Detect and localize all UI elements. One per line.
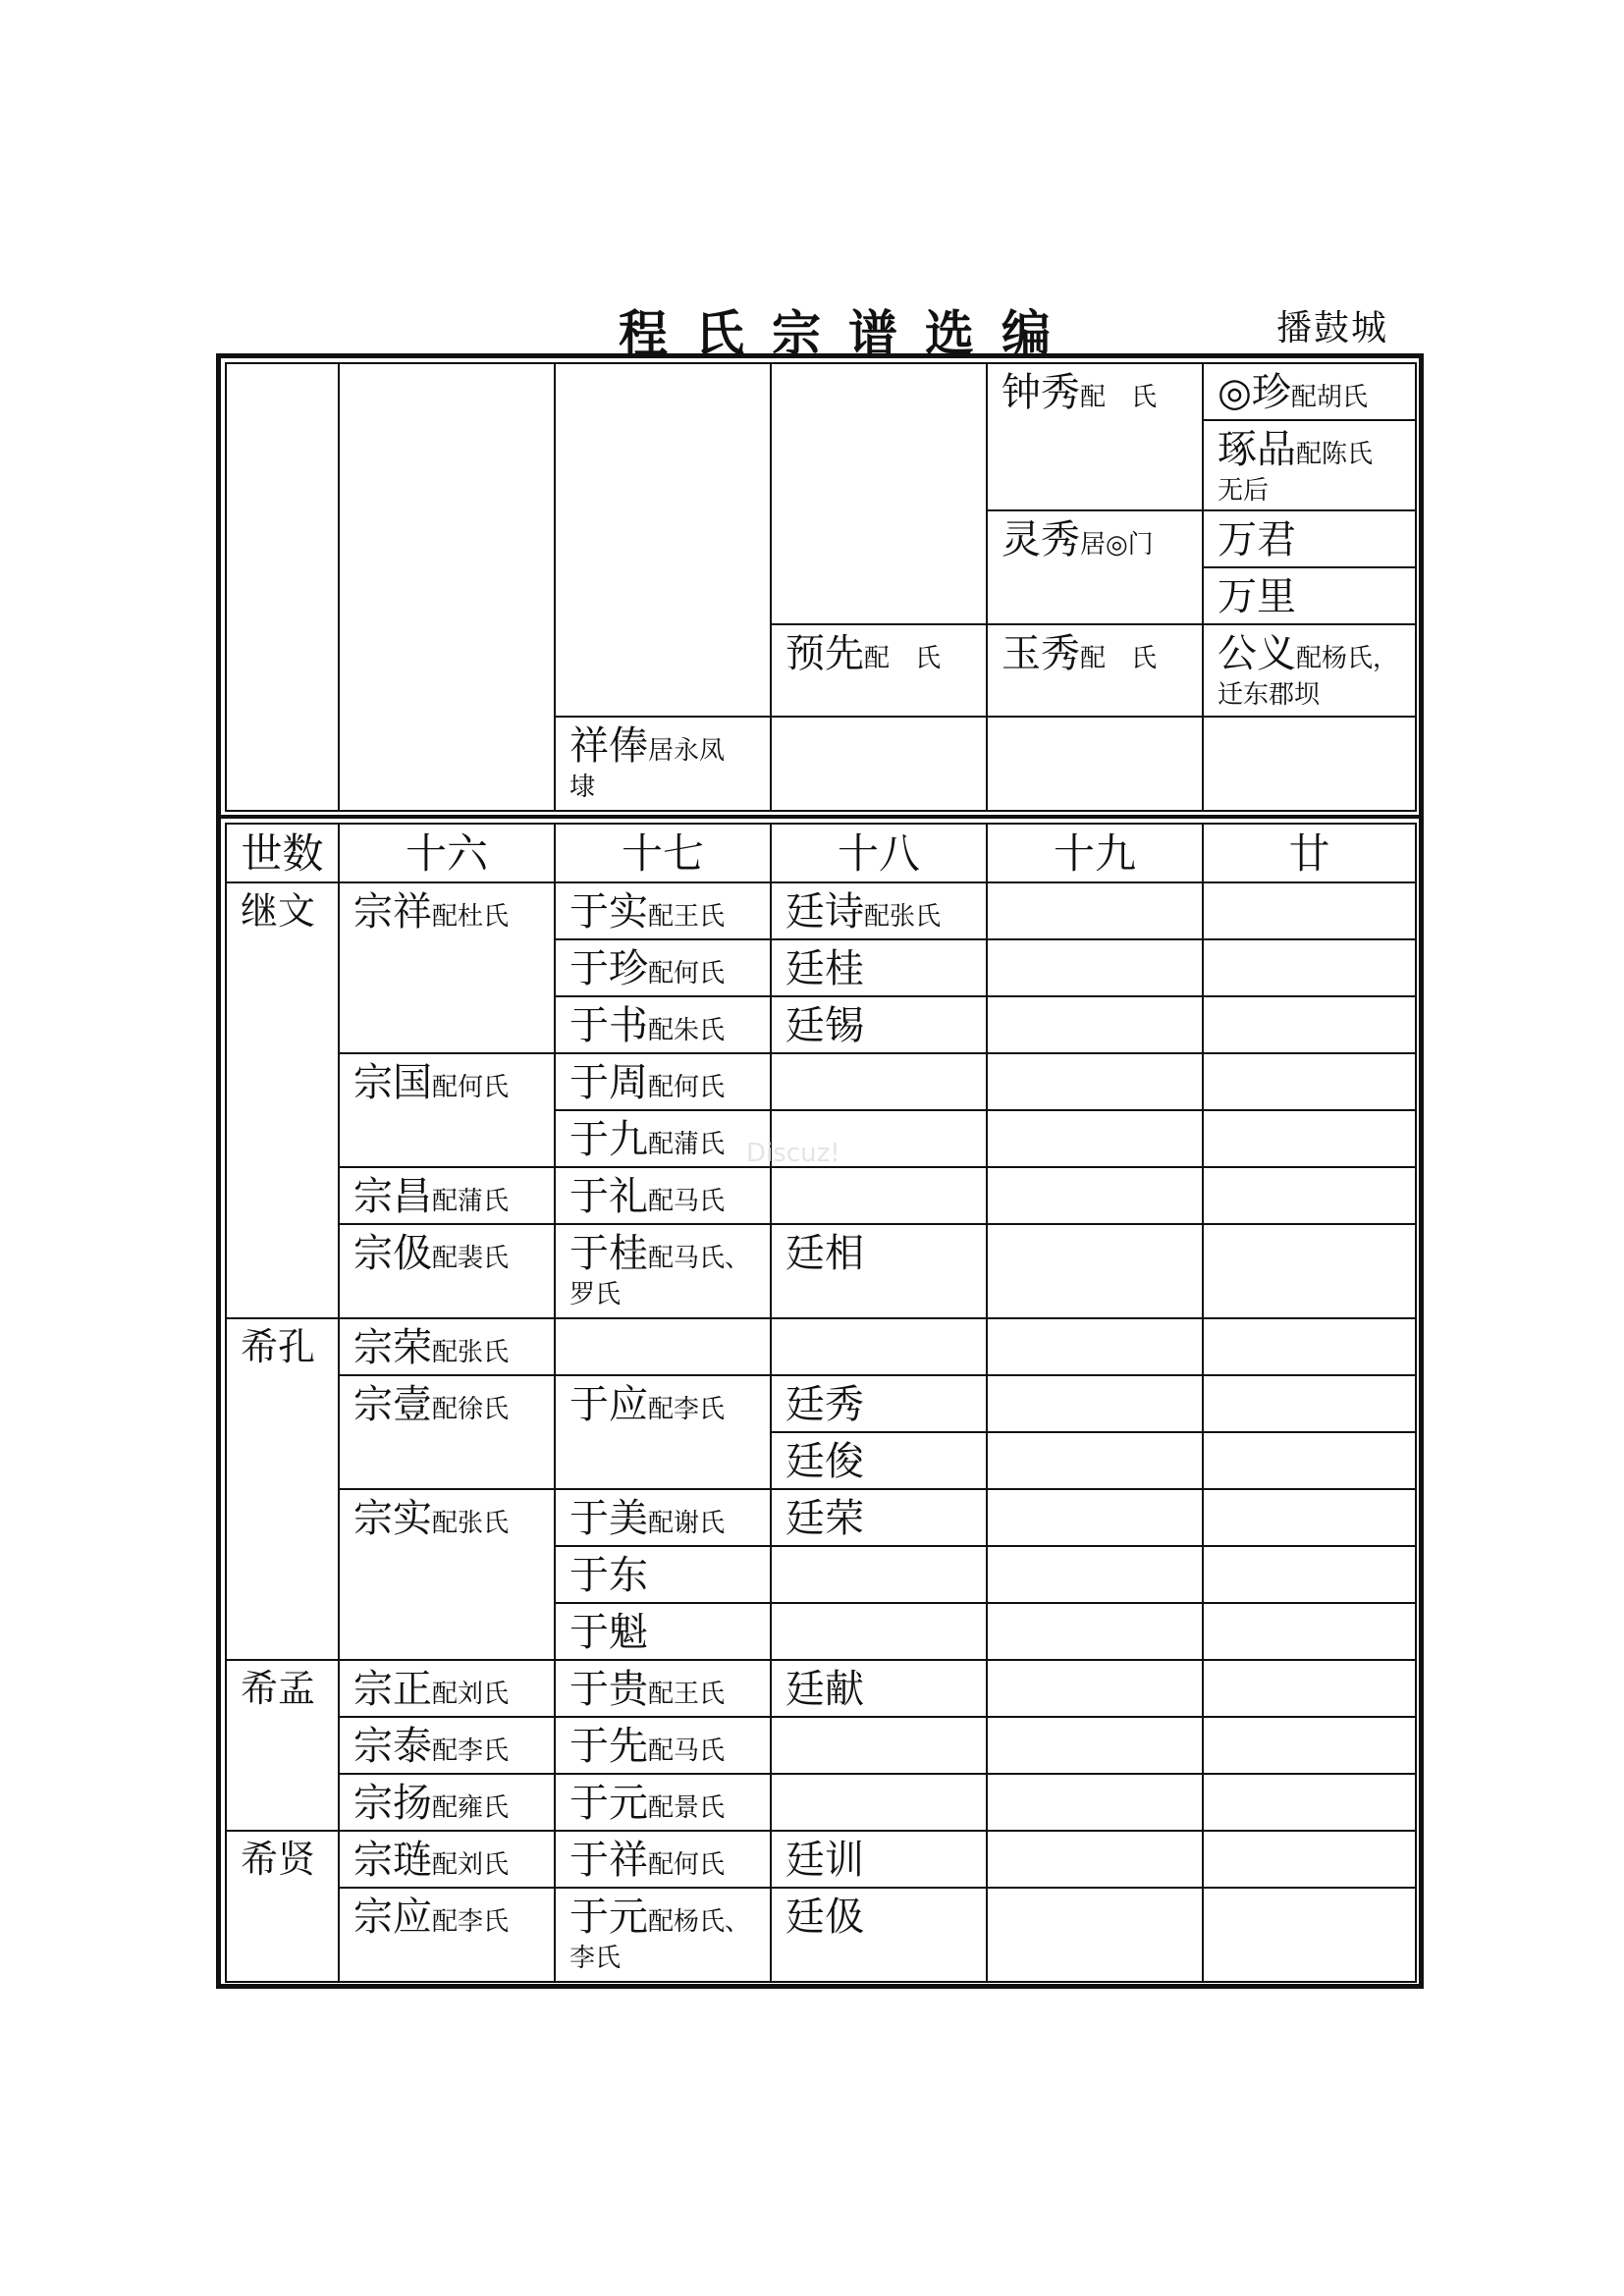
table-cell bbox=[987, 1318, 1203, 1375]
person-name: 于九 bbox=[569, 1117, 648, 1162]
spouse-note: 配胡氏 bbox=[1290, 383, 1368, 412]
spouse-note-line2: 李氏 bbox=[569, 1944, 622, 1973]
person-cell bbox=[555, 1167, 771, 1224]
table-row bbox=[226, 1831, 1416, 1888]
table-cell bbox=[1203, 1110, 1416, 1167]
spouse-note: 配蒲氏 bbox=[432, 1187, 510, 1216]
spouse-note: 配杨氏， bbox=[1296, 644, 1399, 673]
table-cell bbox=[987, 1167, 1203, 1224]
table-cell bbox=[987, 1489, 1203, 1546]
table-cell bbox=[339, 363, 555, 811]
person-cell bbox=[339, 1224, 555, 1318]
spouse-note: 配李氏 bbox=[432, 1907, 510, 1937]
table-row bbox=[226, 1053, 1416, 1110]
table-row bbox=[226, 1717, 1416, 1774]
person-name: 宗琏 bbox=[353, 1838, 432, 1883]
spouse-note: 配张氏 bbox=[864, 902, 942, 932]
table-cell bbox=[1203, 1432, 1416, 1489]
table-cell bbox=[987, 1831, 1203, 1888]
person-name: 于祥 bbox=[569, 1838, 648, 1883]
person-cell bbox=[1203, 363, 1416, 420]
person-cell bbox=[771, 1831, 987, 1888]
table-cell bbox=[1203, 1318, 1416, 1375]
spouse-note: 配张氏 bbox=[432, 1338, 510, 1367]
spouse-note: 配陈氏 bbox=[1296, 440, 1374, 469]
person-cell bbox=[555, 882, 771, 939]
person-name: 宗伋 bbox=[353, 1231, 432, 1276]
person-cell bbox=[1203, 420, 1416, 510]
table-row bbox=[226, 1375, 1416, 1432]
residence-note: 迁东郡坝 bbox=[1218, 680, 1321, 710]
spouse-note: 配何氏 bbox=[432, 1073, 510, 1102]
table-cell bbox=[555, 363, 771, 717]
person-cell bbox=[555, 1774, 771, 1831]
table-cell bbox=[1203, 1717, 1416, 1774]
header-row bbox=[226, 824, 1416, 882]
person-cell bbox=[771, 882, 987, 939]
person-name: 于元 bbox=[569, 1895, 648, 1940]
table-cell bbox=[226, 363, 339, 811]
person-name: 廷相 bbox=[785, 1231, 864, 1276]
person-name: 廷桂 bbox=[785, 946, 864, 991]
spouse-note: 配王氏 bbox=[648, 1680, 726, 1709]
table-cell bbox=[1203, 1774, 1416, 1831]
person-cell bbox=[555, 1053, 771, 1110]
person-cell bbox=[339, 1489, 555, 1660]
person-cell bbox=[339, 1717, 555, 1774]
person-cell bbox=[771, 1888, 987, 1982]
person-name: 于元 bbox=[569, 1781, 648, 1826]
person-cell bbox=[771, 624, 987, 717]
person-name: 于美 bbox=[569, 1496, 648, 1541]
person-name: 祥俸 bbox=[569, 723, 648, 769]
person-name: 于珍 bbox=[569, 946, 648, 991]
person-name: 于先 bbox=[569, 1724, 648, 1769]
person-name: 宗扬 bbox=[353, 1781, 432, 1826]
person-name: 廷伋 bbox=[785, 1895, 864, 1940]
person-name: 宗昌 bbox=[353, 1174, 432, 1219]
spouse-note: 配 氏 bbox=[864, 644, 942, 673]
spouse-note: 配马氏 bbox=[648, 1187, 726, 1216]
spouse-note: 配李氏 bbox=[432, 1736, 510, 1766]
spouse-note: 配裴氏 bbox=[432, 1244, 510, 1273]
generation-group-label: 希贤 bbox=[226, 1831, 339, 1982]
generation-group-label: 继文 bbox=[226, 882, 339, 1318]
table-row bbox=[226, 1888, 1416, 1982]
table-cell bbox=[987, 1375, 1203, 1432]
table-cell bbox=[771, 1167, 987, 1224]
table-cell bbox=[1203, 1489, 1416, 1546]
header-gen-20: 廿 bbox=[1203, 824, 1416, 882]
table-cell bbox=[987, 1717, 1203, 1774]
table-cell bbox=[771, 1546, 987, 1603]
person-name: 于周 bbox=[569, 1060, 648, 1105]
person-name: 宗应 bbox=[353, 1895, 432, 1940]
table-row bbox=[226, 1224, 1416, 1318]
person-name: 宗祥 bbox=[353, 889, 432, 934]
person-name: 于贵 bbox=[569, 1667, 648, 1712]
table-cell bbox=[987, 882, 1203, 939]
person-cell bbox=[771, 1489, 987, 1546]
person-name: 于魁 bbox=[569, 1610, 648, 1655]
person-name: 于桂 bbox=[569, 1231, 648, 1276]
person-cell bbox=[987, 510, 1203, 624]
residence-note: 居永凤 bbox=[648, 736, 726, 766]
table-row bbox=[226, 1774, 1416, 1831]
person-name: 廷训 bbox=[785, 1838, 864, 1883]
person-cell bbox=[339, 1774, 555, 1831]
person-cell bbox=[771, 1224, 987, 1318]
spouse-note: 配杜氏 bbox=[432, 902, 510, 932]
table-cell bbox=[771, 1774, 987, 1831]
table-cell bbox=[1203, 1603, 1416, 1660]
person-name: 宗实 bbox=[353, 1496, 432, 1541]
table-row bbox=[226, 882, 1416, 939]
upper-genealogy-table bbox=[225, 362, 1417, 812]
table-cell bbox=[987, 1774, 1203, 1831]
person-cell bbox=[1203, 567, 1416, 624]
person-name: 廷献 bbox=[785, 1667, 864, 1712]
residence-note-line2: 埭 bbox=[569, 773, 596, 802]
table-cell bbox=[987, 1053, 1203, 1110]
person-cell bbox=[555, 1717, 771, 1774]
person-cell bbox=[555, 1546, 771, 1603]
table-cell bbox=[1203, 1053, 1416, 1110]
person-name: 于书 bbox=[569, 1003, 648, 1048]
spouse-note: 配 氏 bbox=[1080, 383, 1158, 412]
table-cell bbox=[987, 1546, 1203, 1603]
person-cell bbox=[1203, 624, 1416, 717]
table-cell bbox=[1203, 1660, 1416, 1717]
table-cell bbox=[987, 1224, 1203, 1318]
person-name: 于应 bbox=[569, 1382, 648, 1427]
person-name: 廷秀 bbox=[785, 1382, 864, 1427]
spouse-note: 配蒲氏 bbox=[648, 1130, 726, 1159]
table-cell bbox=[771, 1318, 987, 1375]
person-name: 预先 bbox=[785, 631, 864, 676]
spouse-note: 配李氏 bbox=[648, 1395, 726, 1424]
spouse-note: 配何氏 bbox=[648, 1850, 726, 1880]
spouse-note-line2: 罗氏 bbox=[569, 1280, 622, 1309]
spouse-note: 配王氏 bbox=[648, 902, 726, 932]
person-cell bbox=[339, 1888, 555, 1982]
person-cell bbox=[771, 1660, 987, 1717]
table-row bbox=[226, 1167, 1416, 1224]
table-cell bbox=[987, 1110, 1203, 1167]
spouse-note: 配何氏 bbox=[648, 1073, 726, 1102]
table-cell bbox=[1203, 1831, 1416, 1888]
person-name: 廷荣 bbox=[785, 1496, 864, 1541]
person-cell bbox=[987, 363, 1203, 510]
person-cell bbox=[555, 1110, 771, 1167]
person-name: 玉秀 bbox=[1001, 631, 1080, 676]
person-name: 宗壹 bbox=[353, 1382, 432, 1427]
person-name: 廷锡 bbox=[785, 1003, 864, 1048]
person-cell bbox=[339, 1831, 555, 1888]
table-row bbox=[226, 1489, 1416, 1546]
person-cell bbox=[555, 996, 771, 1053]
table-cell bbox=[987, 1888, 1203, 1982]
table-cell bbox=[987, 939, 1203, 996]
person-cell bbox=[771, 1432, 987, 1489]
spouse-note: 配马氏 bbox=[648, 1736, 726, 1766]
table-cell bbox=[987, 717, 1203, 811]
generation-group-label: 希孟 bbox=[226, 1660, 339, 1831]
person-name: 廷俊 bbox=[785, 1439, 864, 1484]
person-name: 万里 bbox=[1218, 574, 1296, 619]
spouse-note: 配朱氏 bbox=[648, 1016, 726, 1045]
table-cell bbox=[1203, 996, 1416, 1053]
person-name: 宗泰 bbox=[353, 1724, 432, 1769]
table-cell bbox=[987, 1432, 1203, 1489]
spouse-note: 配张氏 bbox=[432, 1509, 510, 1538]
person-cell bbox=[339, 1053, 555, 1167]
watermark: Discuz! bbox=[746, 1139, 840, 1168]
table-cell bbox=[1203, 1167, 1416, 1224]
spouse-note: 配刘氏 bbox=[432, 1680, 510, 1709]
table-cell bbox=[771, 1717, 987, 1774]
person-cell bbox=[555, 1831, 771, 1888]
spouse-note: 配马氏、 bbox=[648, 1244, 751, 1273]
page-title: 程氏宗谱选编 bbox=[619, 305, 1078, 362]
person-cell bbox=[555, 717, 771, 811]
spouse-note: 配刘氏 bbox=[432, 1850, 510, 1880]
person-cell bbox=[339, 1660, 555, 1717]
spouse-note: 配徐氏 bbox=[432, 1395, 510, 1424]
person-cell bbox=[339, 1318, 555, 1375]
person-name: 于实 bbox=[569, 889, 648, 934]
header-generation: 世数 bbox=[226, 824, 339, 882]
table-cell bbox=[1203, 1888, 1416, 1982]
table-cell bbox=[987, 1603, 1203, 1660]
person-name: 宗荣 bbox=[353, 1325, 432, 1370]
table-cell bbox=[1203, 1224, 1416, 1318]
table-cell bbox=[1203, 882, 1416, 939]
person-cell bbox=[987, 624, 1203, 717]
header-gen-19: 十九 bbox=[987, 824, 1203, 882]
residence-note: 居◎门 bbox=[1080, 530, 1154, 560]
person-cell bbox=[771, 1375, 987, 1432]
person-cell bbox=[555, 1888, 771, 1982]
table-cell bbox=[1203, 1375, 1416, 1432]
person-cell bbox=[339, 1375, 555, 1489]
lower-genealogy-table bbox=[225, 823, 1417, 1983]
person-name: 万君 bbox=[1218, 517, 1296, 562]
person-name: 宗国 bbox=[353, 1060, 432, 1105]
generation-group-label: 希孔 bbox=[226, 1318, 339, 1660]
person-cell bbox=[555, 1603, 771, 1660]
spouse-note: 配何氏 bbox=[648, 959, 726, 988]
table-cell bbox=[555, 1318, 771, 1375]
person-cell bbox=[771, 939, 987, 996]
spouse-note-line2: 无后 bbox=[1218, 476, 1270, 506]
table-cell bbox=[771, 717, 987, 811]
page-subtitle: 播鼓城 bbox=[1276, 308, 1389, 348]
person-cell bbox=[555, 1489, 771, 1546]
table-row bbox=[226, 1318, 1416, 1375]
table-cell bbox=[987, 1660, 1203, 1717]
table-row bbox=[226, 363, 1416, 420]
person-cell bbox=[555, 1660, 771, 1717]
table-row bbox=[226, 1660, 1416, 1717]
header-gen-18: 十八 bbox=[771, 824, 987, 882]
spouse-note: 配景氏 bbox=[648, 1793, 726, 1823]
table-cell bbox=[1203, 717, 1416, 811]
table-cell bbox=[987, 996, 1203, 1053]
person-name: ◎珍 bbox=[1218, 370, 1291, 415]
spouse-note: 配谢氏 bbox=[648, 1509, 726, 1538]
person-name: 灵秀 bbox=[1001, 517, 1080, 562]
person-name: 公义 bbox=[1218, 631, 1296, 676]
person-name: 于东 bbox=[569, 1553, 648, 1598]
person-cell bbox=[771, 996, 987, 1053]
table-cell bbox=[771, 1053, 987, 1110]
person-cell bbox=[555, 1224, 771, 1318]
person-cell bbox=[1203, 510, 1416, 567]
table-cell bbox=[771, 1603, 987, 1660]
person-name: 廷诗 bbox=[785, 889, 864, 934]
person-cell bbox=[555, 939, 771, 996]
person-name: 于礼 bbox=[569, 1174, 648, 1219]
table-cell bbox=[1203, 939, 1416, 996]
header-gen-17: 十七 bbox=[555, 824, 771, 882]
table-divider bbox=[221, 815, 1419, 819]
person-cell bbox=[339, 882, 555, 1053]
spouse-note: 配雍氏 bbox=[432, 1793, 510, 1823]
person-cell bbox=[339, 1167, 555, 1224]
table-cell bbox=[771, 363, 987, 624]
person-name: 钟秀 bbox=[1001, 370, 1080, 415]
person-name: 宗正 bbox=[353, 1667, 432, 1712]
table-cell bbox=[1203, 1546, 1416, 1603]
person-name: 琢品 bbox=[1218, 427, 1296, 472]
spouse-note: 配杨氏、 bbox=[648, 1907, 751, 1937]
header-gen-16: 十六 bbox=[339, 824, 555, 882]
person-cell bbox=[555, 1375, 771, 1489]
spouse-note: 配 氏 bbox=[1080, 644, 1158, 673]
